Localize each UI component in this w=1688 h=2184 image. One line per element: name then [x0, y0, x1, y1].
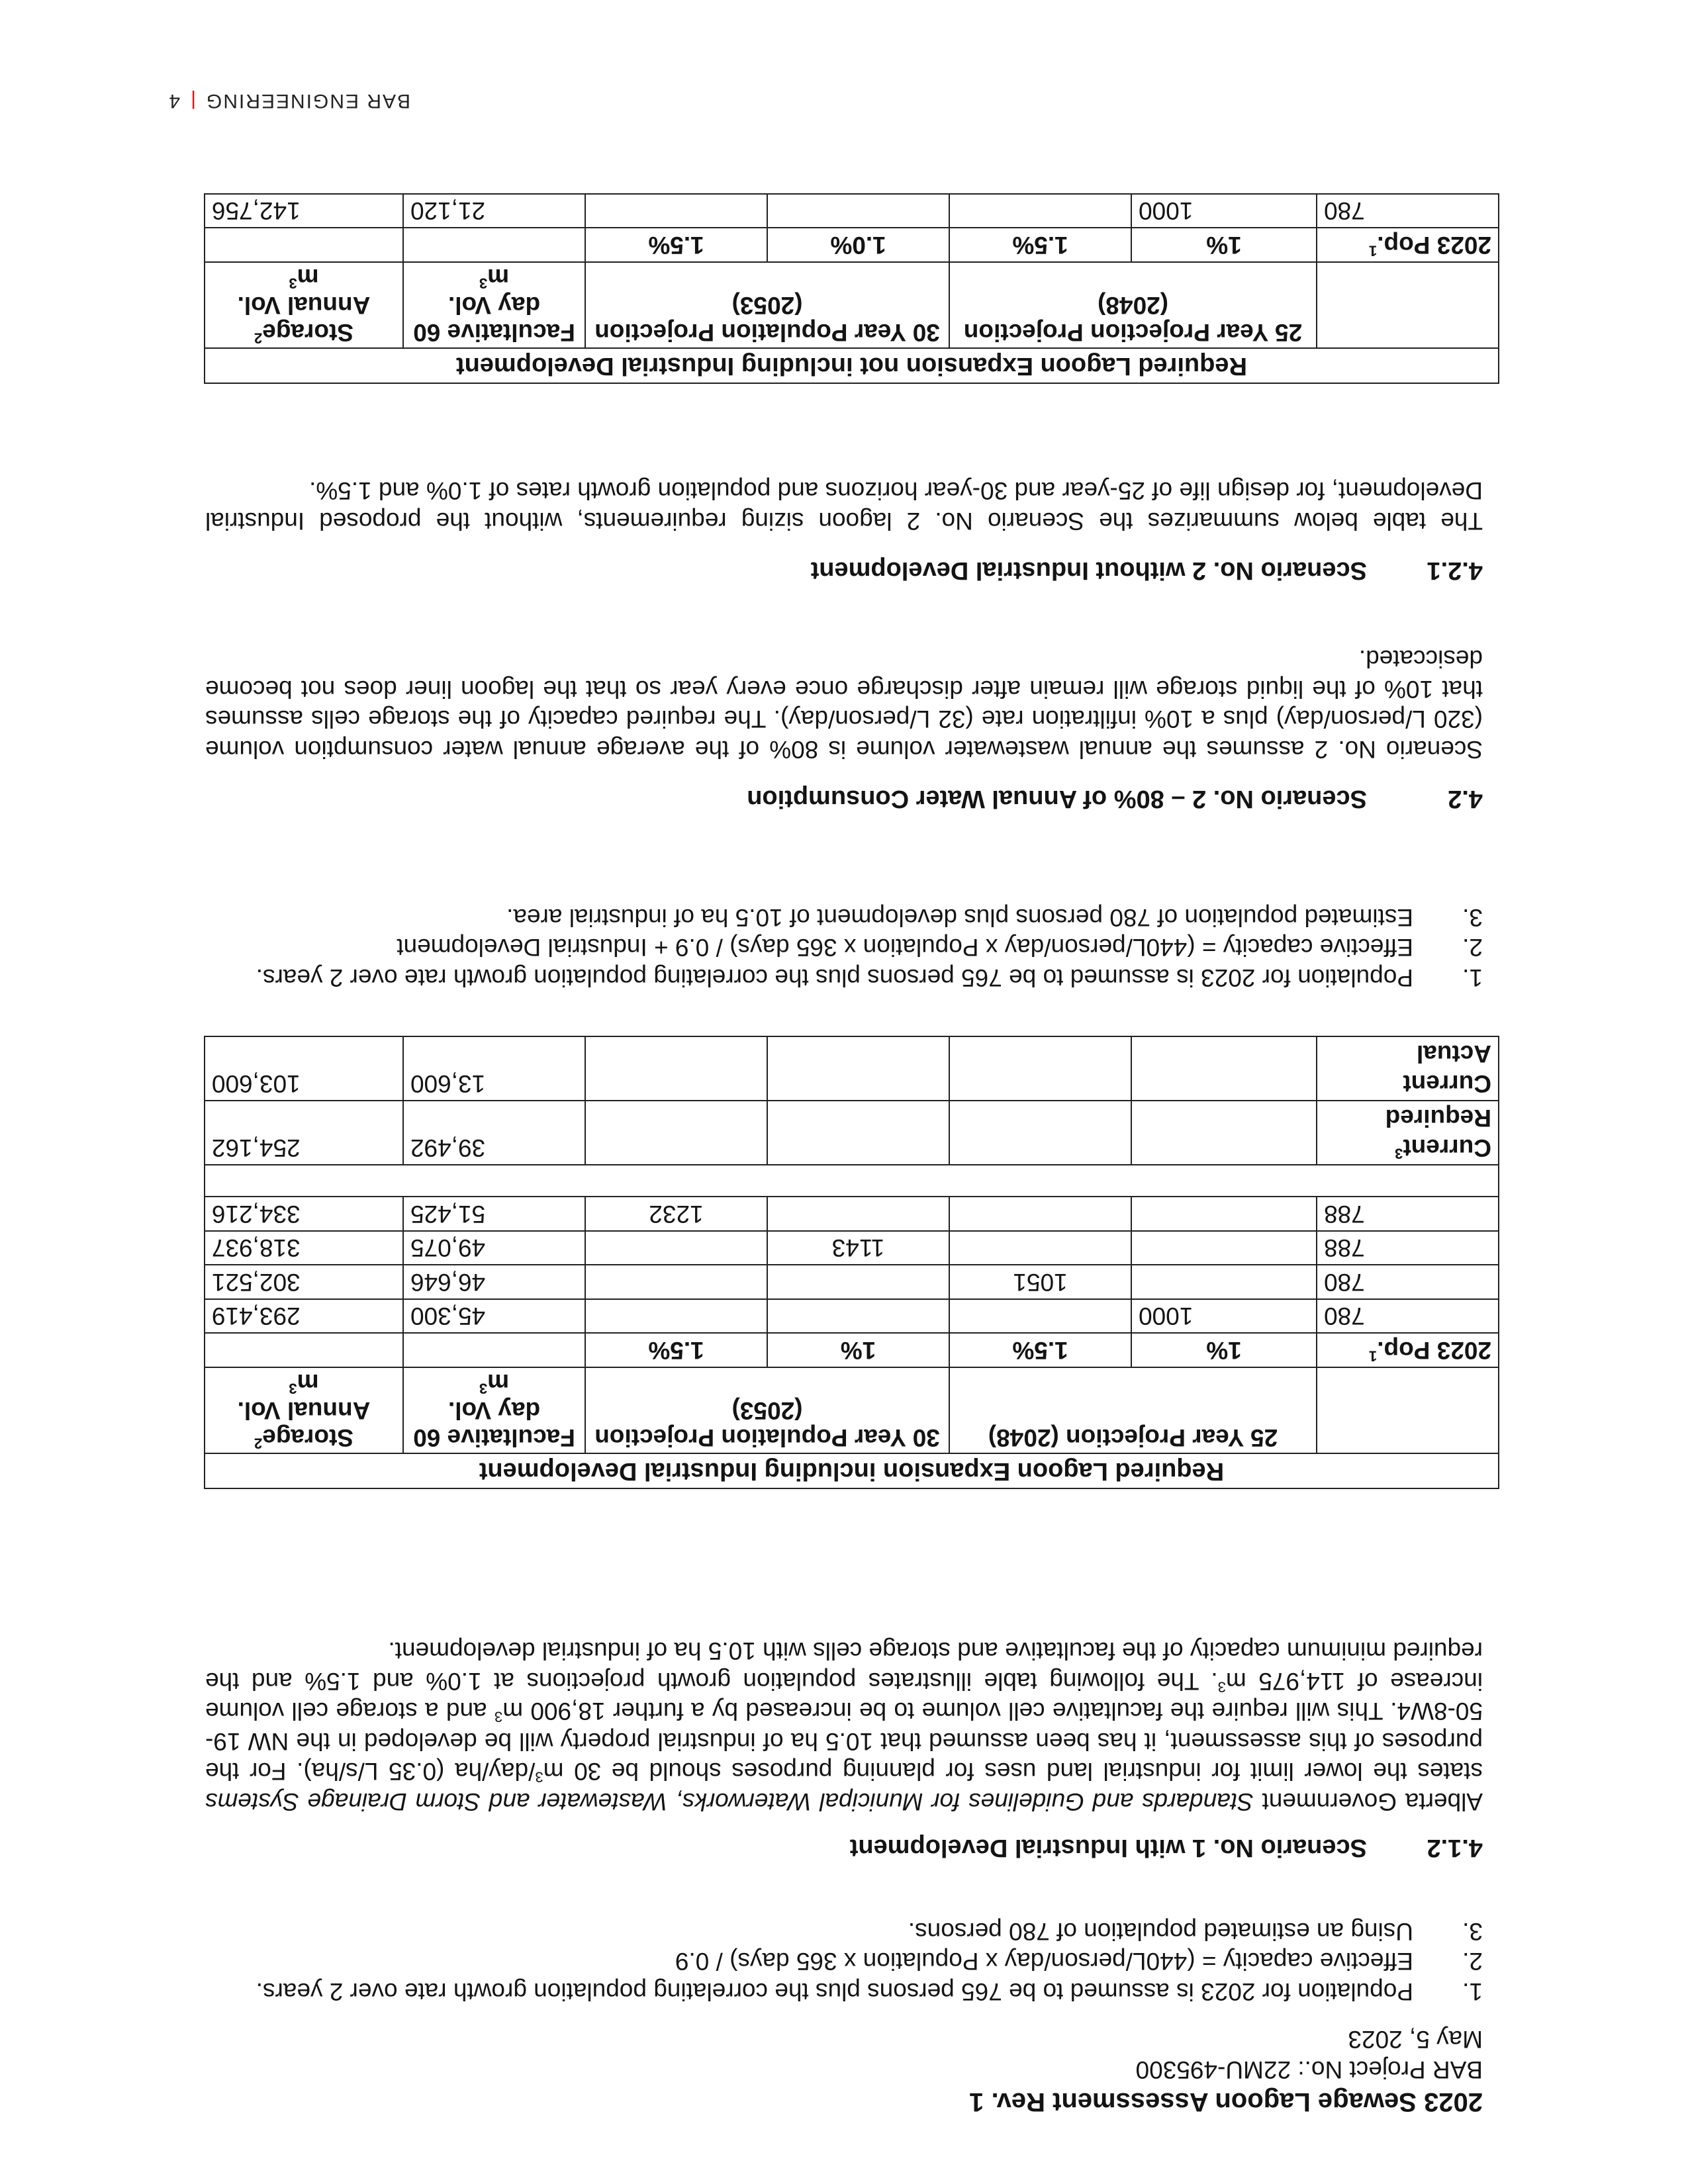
- section-4-1-2-paragraph: [205, 1636, 1483, 1817]
- superscript: 3: [289, 1380, 297, 1397]
- assumptions-list-2: [185, 903, 1483, 993]
- header-storage: [205, 1367, 403, 1453]
- table-header-row: [205, 1367, 1499, 1453]
- table-cell: 51,425: [403, 1197, 585, 1231]
- table-cell: 142,756: [205, 194, 403, 228]
- superscript: 1: [1368, 1347, 1378, 1365]
- header-storage: [205, 262, 403, 348]
- table-cell: [1131, 1231, 1317, 1265]
- table-cell: [205, 228, 403, 262]
- list-text: Population for 2023 is assumed to be 765 persons plus the correlating population growth rate over 2 years.: [256, 964, 1413, 991]
- header-text: Facultative 60 day Vol.: [413, 1396, 575, 1452]
- section-title: Scenario No. 2 without Industrial Development: [810, 557, 1367, 584]
- footer-company: BAR ENGINEERING: [205, 90, 410, 112]
- superscript: 2: [254, 330, 263, 347]
- superscript: 3: [1395, 1145, 1403, 1162]
- header-30-year: 30 Year Population Projection (2053): [585, 1367, 949, 1453]
- para-italic-text: Standards and Guidelines for Municipal Waterworks, Wastewater and Storm Drainage Systems: [205, 1788, 1254, 1815]
- table-cell: 788: [1317, 1231, 1499, 1265]
- list-number: 2.: [1462, 934, 1483, 962]
- table-row: [205, 1231, 1499, 1265]
- table-spacer-row: [205, 1165, 1499, 1197]
- unit: m: [297, 264, 319, 292]
- table-header-row: [205, 262, 1499, 348]
- list-item: [185, 1977, 1483, 2007]
- table-cell: [767, 194, 949, 228]
- table-cell: 302,521: [205, 1265, 403, 1299]
- list-item: [185, 903, 1483, 933]
- table-cell: 318,937: [205, 1231, 403, 1265]
- table-cell: [585, 1231, 767, 1265]
- rate-cell: 1.5%: [585, 1333, 767, 1367]
- table-cell: [585, 1101, 767, 1165]
- table-row: [205, 1197, 1499, 1231]
- list-number: 1.: [1462, 1978, 1483, 2005]
- table-cell: [585, 1265, 767, 1299]
- rate-cell: 1.5%: [949, 1333, 1131, 1367]
- list-item: [185, 963, 1483, 993]
- table-cell: [949, 1101, 1131, 1165]
- header-25-year: 25 Year Projection Projection (2048): [949, 262, 1317, 348]
- current-actual-label: Current Actual: [1317, 1036, 1499, 1101]
- superscript: 3: [289, 275, 297, 292]
- list-number: 3.: [1462, 904, 1483, 931]
- rate-cell: 1%: [767, 1333, 949, 1367]
- table-cell: 780: [1317, 1299, 1499, 1334]
- table-cell: 780: [1317, 1265, 1499, 1299]
- table-cell: [767, 1197, 949, 1231]
- unit: m: [487, 264, 510, 292]
- para-text: states the lower limit for industrial land uses for planning purposes should be 30 m: [543, 1758, 1483, 1786]
- table-cell: [949, 1197, 1131, 1231]
- table-cell: [403, 1333, 585, 1367]
- section-4-2-paragraph: Scenario No. 2 assumes the annual wastewater volume is 80% of the average annual water consumption volume (320 L/person/day) plus a 10% infiltration rate (32 L/person/day). The required capacity of the storage cells assumes that 10% of the liquid storage will remain after discharge once every year so that the lagoon liner does not become desiccated.: [205, 645, 1483, 763]
- table-cell: 788: [1317, 1197, 1499, 1231]
- table-caption-row: [205, 1453, 1499, 1488]
- para-text: /day/ha (0.35 L/s/ha). For the purposes of this assessment, it has been assumed that 10.5 ha of industrial property will be developed in the NW 19-50-8W4. This will require the facultative cell volume to be increased by a further 18,900 m: [205, 1698, 1483, 1786]
- table-row: [205, 1299, 1499, 1334]
- table-cell: 1143: [767, 1231, 949, 1265]
- list-text: Effective capacity = (440L/person/day x Population x 365 days) / 0.9: [675, 1948, 1413, 1976]
- table-cell: [949, 1036, 1131, 1101]
- list-number: 3.: [1462, 1918, 1483, 1945]
- table-cell: [767, 1299, 949, 1334]
- table-cell: 46,646: [403, 1265, 585, 1299]
- rate-cell: 1%: [1131, 228, 1317, 262]
- table-cell: [585, 1299, 767, 1334]
- project-number: BAR Project No.: 22MU-495300: [1135, 2056, 1483, 2083]
- unit: m: [297, 1369, 319, 1397]
- table-cell: [1317, 1367, 1499, 1453]
- table-cell: 334,216: [205, 1197, 403, 1231]
- page-footer: [167, 88, 410, 113]
- table-cell: 39,492: [403, 1101, 585, 1165]
- table-cell: 103,600: [205, 1036, 403, 1101]
- table-with-industrial: [204, 1036, 1499, 1489]
- header-30-year: 30 Year Population Projection (2053): [585, 262, 949, 348]
- label-text: 2023 Pop.: [1377, 1336, 1491, 1364]
- table-cell: [1131, 1265, 1317, 1299]
- table-cell: [949, 1231, 1131, 1265]
- header-text: Storage: [262, 1424, 354, 1452]
- current-required-label: [1317, 1101, 1499, 1165]
- list-item: [185, 933, 1483, 963]
- section-4-2-1-paragraph: The table below summarizes the Scenario No. 2 lagoon sizing requirements, without the proposed Industrial Development, for design life of 25-year and 30-year horizons and population growth rates of 1.0% and 1.5%.: [205, 477, 1483, 535]
- header-facultative: [403, 262, 585, 348]
- label-text: 2023 Pop.: [1377, 231, 1491, 259]
- superscript: 2: [254, 1435, 263, 1452]
- superscript: 1: [1368, 242, 1378, 259]
- rate-cell: 1%: [1131, 1333, 1317, 1367]
- table-row: [205, 1101, 1499, 1165]
- para-text: . The following table illustrates population growth projections at 1.0% and 1.5% and the required minimum capacity of the facultative and storage cells with 10.5 ha of industrial development.: [205, 1637, 1483, 1695]
- rate-cell: 1.5%: [949, 228, 1131, 262]
- table-cell: [767, 1265, 949, 1299]
- table-cell: 1000: [1131, 1299, 1317, 1334]
- table-without-industrial: [204, 193, 1499, 384]
- list-text: Using an estimated population of 780 persons.: [908, 1918, 1413, 1945]
- superscript: 3: [494, 1708, 503, 1725]
- para-text: Alberta Government: [1253, 1788, 1483, 1815]
- document-date: May 5, 2023: [1348, 2026, 1483, 2053]
- table-row: [205, 1036, 1499, 1101]
- table-cell: [205, 1333, 403, 1367]
- list-text: Estimated population of 780 persons plus development of 10.5 ha of industrial area.: [506, 904, 1413, 931]
- table-subheader-row: [205, 1333, 1499, 1367]
- para-text: and a storage cell volume increase of 114,975 m: [205, 1668, 1483, 1725]
- header-25-year: 25 Year Projection (2048): [949, 1367, 1317, 1453]
- table-cell: 21,120: [403, 194, 585, 228]
- pop-label: [1317, 1333, 1499, 1367]
- section-title: Scenario No. 2 – 80% of Annual Water Consumption: [747, 785, 1367, 813]
- rate-cell: 1.5%: [585, 228, 767, 262]
- table-cell: [585, 194, 767, 228]
- table-cell: 293,419: [205, 1299, 403, 1334]
- table-subheader-row: [205, 228, 1499, 262]
- table-cell: [1131, 1197, 1317, 1231]
- table-cell: 1051: [949, 1265, 1131, 1299]
- table-cell: 254,162: [205, 1101, 403, 1165]
- table-cell: [1131, 1101, 1317, 1165]
- table-cell: [1131, 1036, 1317, 1101]
- list-number: 1.: [1462, 964, 1483, 991]
- table-cell: 1000: [1131, 194, 1317, 228]
- list-number: 2.: [1462, 1948, 1483, 1976]
- unit: m: [487, 1369, 510, 1397]
- table-cell: [205, 1165, 1499, 1197]
- superscript: 3: [479, 1380, 488, 1397]
- table-caption-row: [205, 348, 1499, 383]
- table-cell: [949, 1299, 1131, 1334]
- header-text: Facultative 60 day Vol.: [413, 291, 575, 347]
- table-row: [205, 1265, 1499, 1299]
- table-cell: 780: [1317, 194, 1499, 228]
- table-caption: Required Lagoon Expansion not including Industrial Development: [205, 348, 1499, 383]
- table-cell: [403, 228, 585, 262]
- table-cell: [767, 1036, 949, 1101]
- section-heading-4-2-1: [811, 555, 1483, 586]
- superscript: 3: [535, 1768, 543, 1786]
- table-cell: 13,600: [403, 1036, 585, 1101]
- table-cell: 45,300: [403, 1299, 585, 1334]
- list-item: [185, 1917, 1483, 1947]
- superscript: 3: [1217, 1678, 1226, 1696]
- list-text: Population for 2023 is assumed to be 765 persons plus the correlating population growth rate over 2 years.: [256, 1978, 1413, 2005]
- page-number: 4: [167, 90, 181, 112]
- table-row: [205, 194, 1499, 228]
- document-title: 2023 Sewage Lagoon Assessment Rev. 1: [969, 2087, 1483, 2116]
- section-title: Scenario No. 1 with Industrial Development: [849, 1834, 1367, 1862]
- section-heading-4-1-2: [850, 1832, 1483, 1863]
- section-number: 4.1.2: [1427, 1834, 1483, 1862]
- superscript: 3: [479, 275, 488, 292]
- label-text: Required: [1385, 1104, 1491, 1132]
- header-text: Annual Vol.: [237, 1396, 371, 1424]
- rate-cell: 1.0%: [767, 228, 949, 262]
- section-heading-4-2: [747, 783, 1483, 814]
- assumptions-list-1: [185, 1917, 1483, 2007]
- pop-label: [1317, 228, 1499, 262]
- header-text: Annual Vol.: [237, 291, 371, 319]
- list-text: Effective capacity = (440L/person/day x Population x 365 days) / 0.9 + Industrial Development: [397, 934, 1413, 962]
- section-number: 4.2: [1448, 785, 1483, 813]
- table-cell: [949, 194, 1131, 228]
- header-text: Storage: [262, 319, 354, 347]
- list-item: [185, 1946, 1483, 1977]
- header-facultative: [403, 1367, 585, 1453]
- table-cell: [1317, 262, 1499, 348]
- section-number: 4.2.1: [1427, 557, 1483, 584]
- footer-separator: |: [189, 90, 196, 112]
- label-text: Current: [1403, 1134, 1491, 1162]
- table-cell: 49,075: [403, 1231, 585, 1265]
- table-cell: [585, 1036, 767, 1101]
- table-cell: [767, 1101, 949, 1165]
- table-caption: Required Lagoon Expansion including Industrial Development: [205, 1453, 1499, 1488]
- table-cell: 1232: [585, 1197, 767, 1231]
